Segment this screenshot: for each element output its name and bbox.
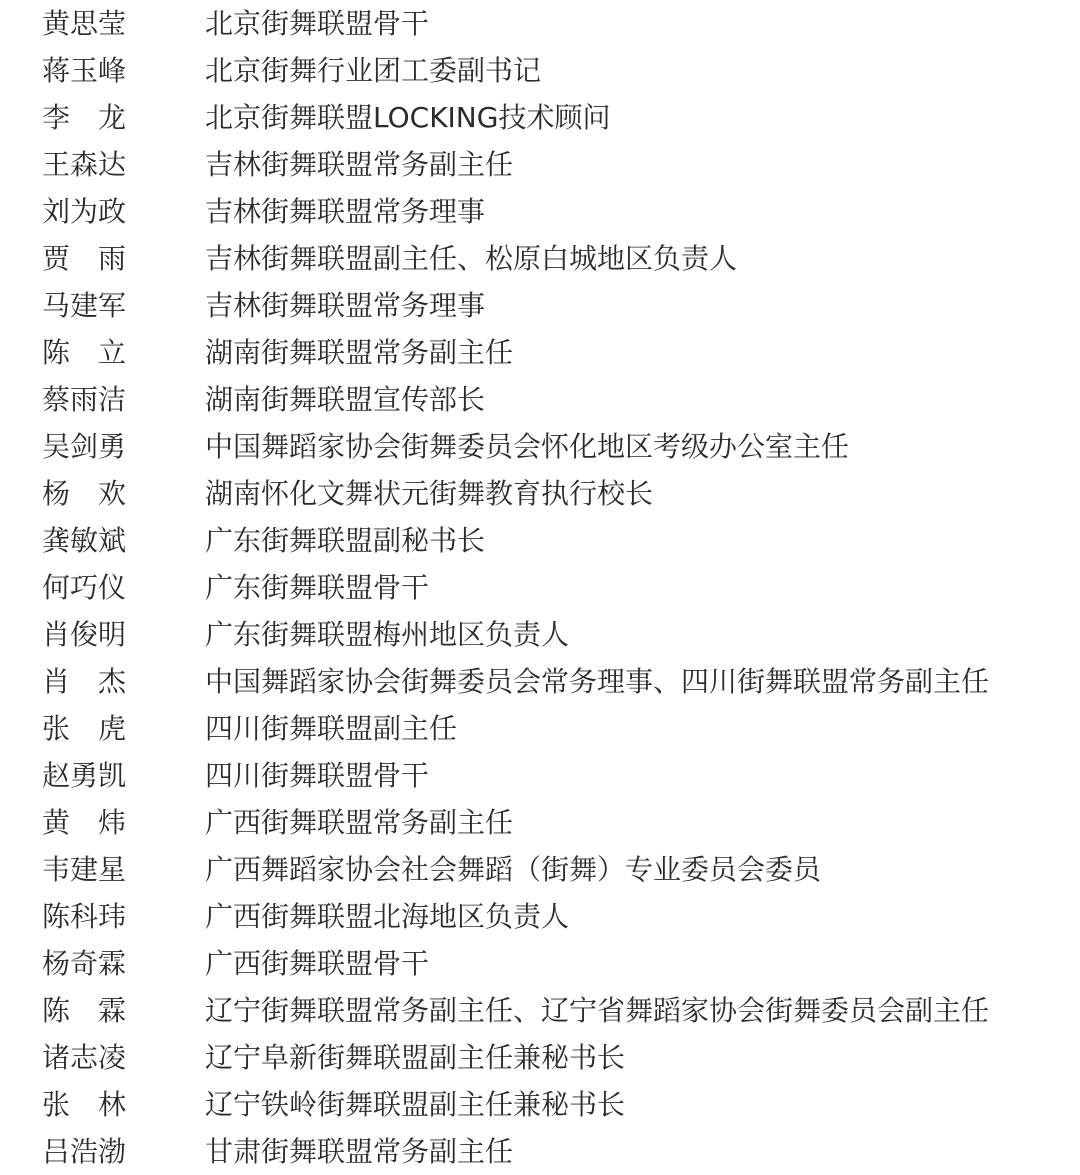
- list-item: [0, 0, 1080, 47]
- member-title: 中国舞蹈家协会街舞委员会常务理事、四川街舞联盟常务副主任: [205, 665, 990, 698]
- list-item: [0, 893, 1080, 940]
- member-title: 辽宁铁岭街舞联盟副主任兼秘书长: [205, 1088, 626, 1121]
- list-item: [0, 987, 1080, 1034]
- list-item: [0, 705, 1080, 752]
- member-name: 韦建星: [42, 853, 127, 886]
- member-title: 中国舞蹈家协会街舞委员会怀化地区考级办公室主任: [205, 430, 850, 463]
- member-name: 黄思莹: [42, 7, 127, 40]
- list-item: [0, 235, 1080, 282]
- member-name: 蔡雨洁: [42, 383, 127, 416]
- list-item: [0, 470, 1080, 517]
- member-title: 广西街舞联盟常务副主任: [205, 806, 514, 839]
- member-name: 陈 立: [42, 336, 127, 369]
- member-title: 湖南街舞联盟常务副主任: [205, 336, 514, 369]
- member-title: 辽宁阜新街舞联盟副主任兼秘书长: [205, 1041, 626, 1074]
- list-item: [0, 188, 1080, 235]
- member-name: 杨奇霖: [42, 947, 127, 980]
- member-name: 马建军: [42, 289, 127, 322]
- member-title: 四川街舞联盟副主任: [205, 712, 458, 745]
- member-name: 陈科玮: [42, 900, 127, 933]
- list-item: [0, 517, 1080, 564]
- list-item: [0, 940, 1080, 987]
- member-name: 肖 杰: [42, 665, 127, 698]
- member-name: 王森达: [42, 148, 127, 181]
- member-name: 龚敏斌: [42, 524, 127, 557]
- member-name: 贾 雨: [42, 242, 127, 275]
- member-title: 四川街舞联盟骨干: [205, 759, 430, 792]
- list-item: [0, 1081, 1080, 1128]
- member-title: 广东街舞联盟梅州地区负责人: [205, 618, 570, 651]
- list-item: [0, 329, 1080, 376]
- list-item: [0, 611, 1080, 658]
- member-title: 吉林街舞联盟常务理事: [205, 195, 486, 228]
- member-title: 甘肃街舞联盟常务副主任: [205, 1135, 514, 1168]
- member-name: 刘为政: [42, 195, 127, 228]
- list-item: [0, 94, 1080, 141]
- list-item: [0, 752, 1080, 799]
- list-item: [0, 141, 1080, 188]
- list-item: [0, 564, 1080, 611]
- member-title: 广东街舞联盟副秘书长: [205, 524, 486, 557]
- member-title: 北京街舞联盟LOCKING技术顾问: [205, 101, 611, 134]
- member-name: 吕浩渤: [42, 1135, 127, 1168]
- member-title: 吉林街舞联盟副主任、松原白城地区负责人: [205, 242, 738, 275]
- member-name: 张 虎: [42, 712, 127, 745]
- member-title: 广西街舞联盟骨干: [205, 947, 430, 980]
- list-item: [0, 423, 1080, 470]
- list-item: [0, 376, 1080, 423]
- list-item: [0, 846, 1080, 893]
- member-title: 北京街舞联盟骨干: [205, 7, 430, 40]
- list-item: [0, 658, 1080, 705]
- member-name: 黄 炜: [42, 806, 127, 839]
- member-name: 李 龙: [42, 101, 127, 134]
- list-item: [0, 282, 1080, 329]
- member-name: 张 林: [42, 1088, 127, 1121]
- member-name: 吴剑勇: [42, 430, 127, 463]
- member-title: 吉林街舞联盟常务理事: [205, 289, 486, 322]
- list-item: [0, 1034, 1080, 1081]
- member-title: 湖南街舞联盟宣传部长: [205, 383, 486, 416]
- member-name: 肖俊明: [42, 618, 127, 651]
- member-title: 广西街舞联盟北海地区负责人: [205, 900, 570, 933]
- list-item: [0, 799, 1080, 846]
- member-name: 蒋玉峰: [42, 54, 127, 87]
- member-title: 辽宁街舞联盟常务副主任、辽宁省舞蹈家协会街舞委员会副主任: [205, 994, 990, 1027]
- member-title: 吉林街舞联盟常务副主任: [205, 148, 514, 181]
- member-title: 湖南怀化文舞状元街舞教育执行校长: [205, 477, 654, 510]
- list-item: [0, 47, 1080, 94]
- member-name: 何巧仪: [42, 571, 127, 604]
- member-name: 陈 霖: [42, 994, 127, 1027]
- member-title: 广西舞蹈家协会社会舞蹈（街舞）专业委员会委员: [205, 853, 822, 886]
- member-name: 赵勇凯: [42, 759, 127, 792]
- member-name: 杨 欢: [42, 477, 127, 510]
- member-title: 北京街舞行业团工委副书记: [205, 54, 542, 87]
- list-item: [0, 1128, 1080, 1175]
- member-title: 广东街舞联盟骨干: [205, 571, 430, 604]
- member-name: 诸志凌: [42, 1041, 127, 1074]
